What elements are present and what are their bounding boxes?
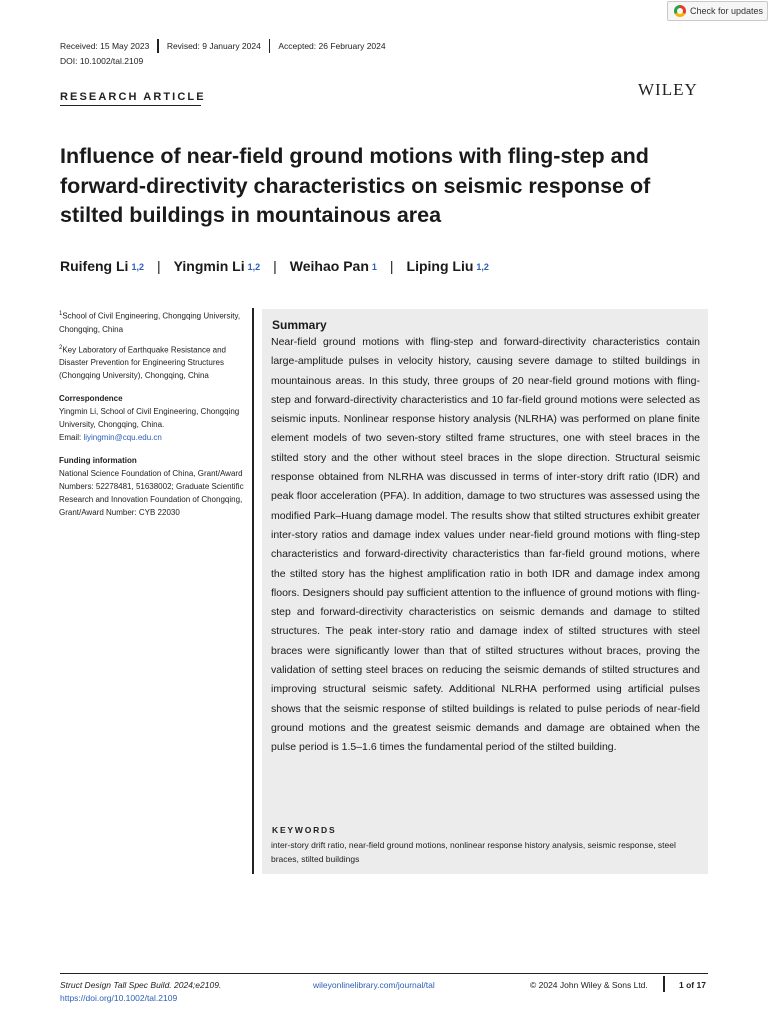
publication-dates bbox=[60, 39, 386, 53]
author-name[interactable]: Weihao Pan bbox=[289, 258, 369, 274]
revised-date: Revised: 9 January 2024 bbox=[166, 41, 261, 51]
summary-text: Near-field ground motions with fling-step and forward-directivity characteristics contain large-amplitude pulses in velocity history, causing severe damage to stilted buildings in mountainous areas. In this study, three groups of 20 near-field ground motions with fling-step and forward-directivity characteristics and 10 far-field ground motions were selected as seismic inputs. Nonlinear response history analysis (NLRHA) was performed on plane finite element models of two seven-story stilted frame structures, one with steel braces in the stilted story and the other without steel braces in the slope direction. Structural seismic response obtained from NLRHA was discussed in terms of inter-story drift ratio (IDR) and peak floor acceleration (PFA). In addition, damage to two structures was assessed using the modified Park–Huang damage model. The results show that stilted structures exhibit greater inter-story ratios and damage index values under near-field ground motions with fling-step characteristics and forward-directivity characteristics than far-field ground motions, where the stilted story has the highest amplification ratio in both IDR and damage index among floors. Designers should pay sufficient attention to the influence of ground motions with fling-step and forward-directivity characteristics on seismic demands and damage to stilted structures. The peak inter-story ratio and damage index of stilted structures with steel braces were significantly lower than that of stilted structures without braces, proving the validation of setting steel braces on reducing the seismic demands of stilted structures and improving structural seismic safety. Additional NLRHA performed using artificial pulses shows that the seismic response of stilted buildings is related to pulse periods of near-field ground motions and the greatest seismic demands and damage are obtained when the pulse period is 1.5–1.6 times the fundamental period of the stilted building. bbox=[271, 336, 700, 754]
column-divider bbox=[252, 308, 254, 874]
doi: DOI: 10.1002/tal.2109 bbox=[60, 56, 144, 66]
check-for-updates-button[interactable] bbox=[667, 1, 768, 21]
check-for-updates-label: Check for updates bbox=[690, 6, 764, 16]
journal-citation: Struct Design Tall Spec Build. 2024;e2109. bbox=[60, 980, 222, 990]
author-name[interactable]: Liping Liu bbox=[406, 258, 474, 274]
summary-heading: Summary bbox=[272, 318, 327, 332]
crossmark-icon bbox=[674, 5, 686, 17]
accepted-date: Accepted: 26 February 2024 bbox=[278, 41, 386, 51]
author-name[interactable]: Ruifeng Li bbox=[60, 258, 129, 274]
correspondence-text: Yingmin Li, School of Civil Engineering, Chongqing University, Chongqing, China. bbox=[59, 407, 240, 430]
article-info-column bbox=[59, 308, 249, 519]
funding-text: National Science Foundation of China, Grant/Award Numbers: 52278481, 51638002; Graduate Scientific Research and Innovation Foundation of Chongqing, Grant/Award Number: CYB 22030 bbox=[59, 469, 244, 518]
correspondence-email: Email: liyingmin@cqu.edu.cn bbox=[59, 433, 162, 443]
author-separator: | bbox=[156, 258, 161, 274]
keywords-heading: KEYWORDS bbox=[272, 825, 337, 835]
author-separator: | bbox=[273, 258, 277, 274]
received-date: Received: 15 May 2023 bbox=[60, 41, 150, 51]
email-link[interactable]: liyingmin@cqu.edu.cn bbox=[83, 433, 162, 443]
keywords-text: inter-story drift ratio, near-field ground motions, nonlinear response history analysis, seismic response, steel braces, stilted buildings bbox=[271, 840, 676, 864]
correspondence-heading: Correspondence bbox=[59, 394, 123, 404]
doi-link[interactable]: https://doi.org/10.1002/tal.2109 bbox=[60, 993, 178, 1003]
funding-heading: Funding information bbox=[59, 456, 137, 466]
article-type: RESEARCH ARTICLE bbox=[60, 91, 206, 103]
divider bbox=[269, 39, 271, 53]
author-name[interactable]: Yingmin Li bbox=[173, 258, 245, 274]
article-title: Influence of near-field ground motions with fling-step and forward-directivity characteristics on seismic response of stilted buildings in mountainous area bbox=[60, 144, 651, 227]
copyright: © 2024 John Wiley & Sons Ltd. bbox=[530, 980, 648, 990]
affiliation: $^2$Key Laboratory of Earthquake Resistance and Disaster Prevention for Engineering Structures (Chongqing University), Chongqing, China bbox=[59, 344, 226, 381]
author-separator: | bbox=[389, 258, 394, 274]
footer-rule bbox=[60, 973, 708, 974]
author-list: Ruifeng Li $^{1,2}$ | Yingmin Li $^{1,2}$ | Weihao Pan $^1$ | Liping Liu $^{1,2}$ bbox=[60, 258, 489, 274]
page-number: 1 of 17 bbox=[679, 980, 706, 990]
article-type-underline bbox=[60, 105, 201, 106]
publisher-logo: WILEY bbox=[638, 80, 698, 99]
divider bbox=[157, 39, 159, 53]
footer-divider bbox=[663, 976, 665, 992]
journal-website-link[interactable]: wileyonlinelibrary.com/journal/tal bbox=[313, 980, 435, 990]
affiliation: $^1$School of Civil Engineering, Chongqing University, Chongqing, China bbox=[59, 311, 241, 334]
